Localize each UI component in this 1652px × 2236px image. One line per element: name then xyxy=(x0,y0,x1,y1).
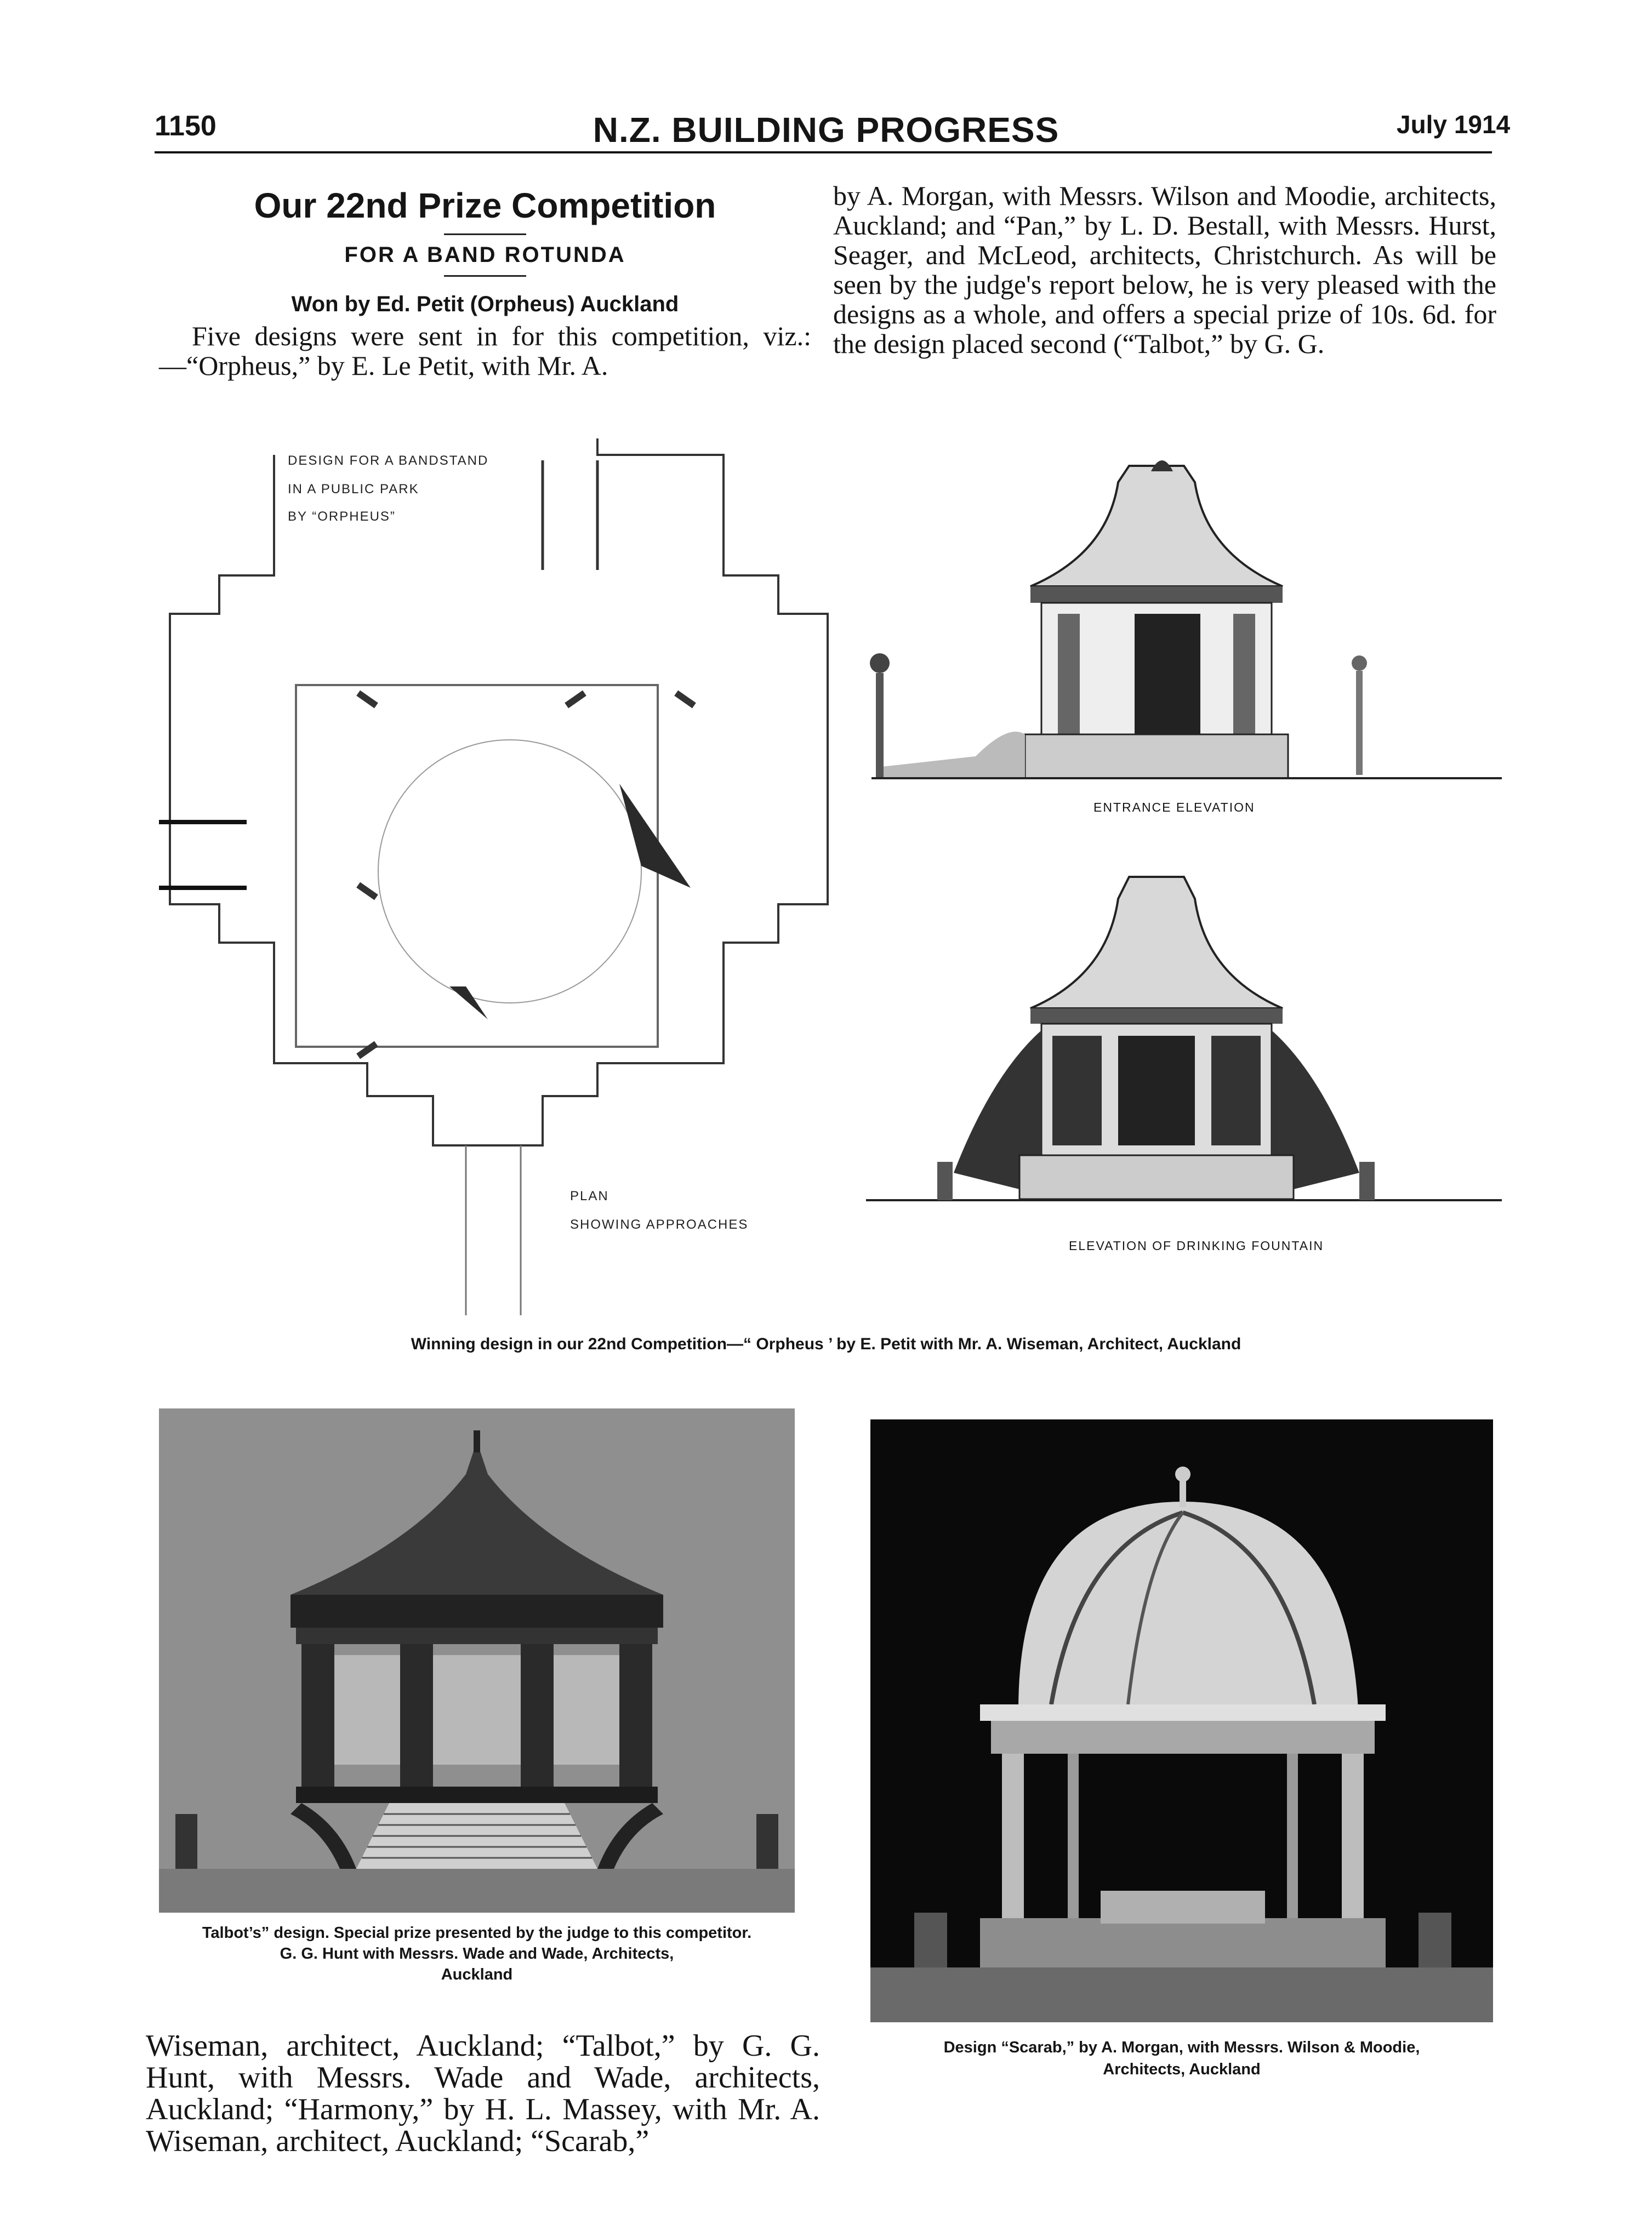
article-subtitle: FOR A BAND ROTUNDA xyxy=(344,243,626,267)
figure-caption: Winning design in our 22nd Competition—“ Orpheus ’ by E. Petit with Mr. A. Wiseman, Architect, Auckland xyxy=(411,1335,1241,1353)
page-number: 1150 xyxy=(155,110,217,142)
fountain-elevation-label: ELEVATION OF DRINKING FOUNTAIN xyxy=(1069,1239,1324,1253)
talbot-caption-line2: G. G. Hunt with Messrs. Wade and Wade, Architects, xyxy=(280,1945,674,1963)
scarab-caption xyxy=(870,2037,1493,2080)
plan-title-line3: BY “ORPHEUS” xyxy=(288,509,396,524)
fountain-elevation-drawing xyxy=(811,866,1502,1260)
entrance-elevation-label: ENTRANCE ELEVATION xyxy=(1093,800,1255,814)
right-column xyxy=(833,181,1496,358)
plan-sublabel: SHOWING APPROACHES xyxy=(570,1217,749,1232)
header-rule xyxy=(155,151,1492,153)
plan-title-line1: DESIGN FOR A BANDSTAND xyxy=(288,453,489,468)
talbot-design-photo xyxy=(159,1408,795,1913)
bottom-paragraph: Wiseman, architect, Auckland; “Talbot,” by G. G. Hunt, with Messrs. Wade and Wade, architects, Auckland; “Harmony,” by H. L. Massey, with Mr. A. Wiseman, architect, Auckland; “Scarab,” xyxy=(146,2029,820,2158)
talbot-caption xyxy=(164,1923,789,1985)
winner-line: Won by Ed. Petit (Orpheus) Auckland xyxy=(291,292,679,316)
journal-title: N.Z. BUILDING PROGRESS xyxy=(593,110,1059,150)
plan-title-line2: IN A PUBLIC PARK xyxy=(288,482,419,497)
article-head xyxy=(159,181,811,408)
plan-drawing xyxy=(159,438,893,1315)
scarab-caption-line1: Design “Scarab,” by A. Morgan, with Messrs. Wilson & Moodie, xyxy=(943,2039,1420,2056)
plan-label: PLAN xyxy=(570,1189,609,1203)
talbot-caption-line1: Talbot’s” design. Special prize presented by the judge to this competitor. xyxy=(202,1924,752,1942)
article-title: Our 22nd Prize Competition xyxy=(254,186,716,225)
entrance-elevation-drawing xyxy=(811,427,1502,833)
scarab-caption-line2: Architects, Auckland xyxy=(1103,2061,1261,2078)
scarab-design-photo xyxy=(870,1419,1493,2022)
subtitle-divider xyxy=(444,275,526,277)
issue-date: July 1914 xyxy=(1397,110,1511,139)
talbot-caption-line3: Auckland xyxy=(441,1966,513,1983)
title-divider xyxy=(444,233,526,235)
rotunda-circle xyxy=(378,740,641,1003)
right-column-paragraph: by A. Morgan, with Messrs. Wilson and Moodie, architects, Auckland; and “Pan,” by L. D. Bestall, with Messrs. Hurst, Seager, and McLeod, architects, Christchurch. As will be seen by the judge's report below, he is very pleased with the designs as a whole, and offers a special prize of 10s. 6d. for the design placed second (“Talbot,” by G. G. xyxy=(833,180,1496,359)
intro-paragraph: Five designs were sent in for this competition, viz.:—“Orpheus,” by E. Le Petit, with Mr. A. xyxy=(159,321,811,381)
